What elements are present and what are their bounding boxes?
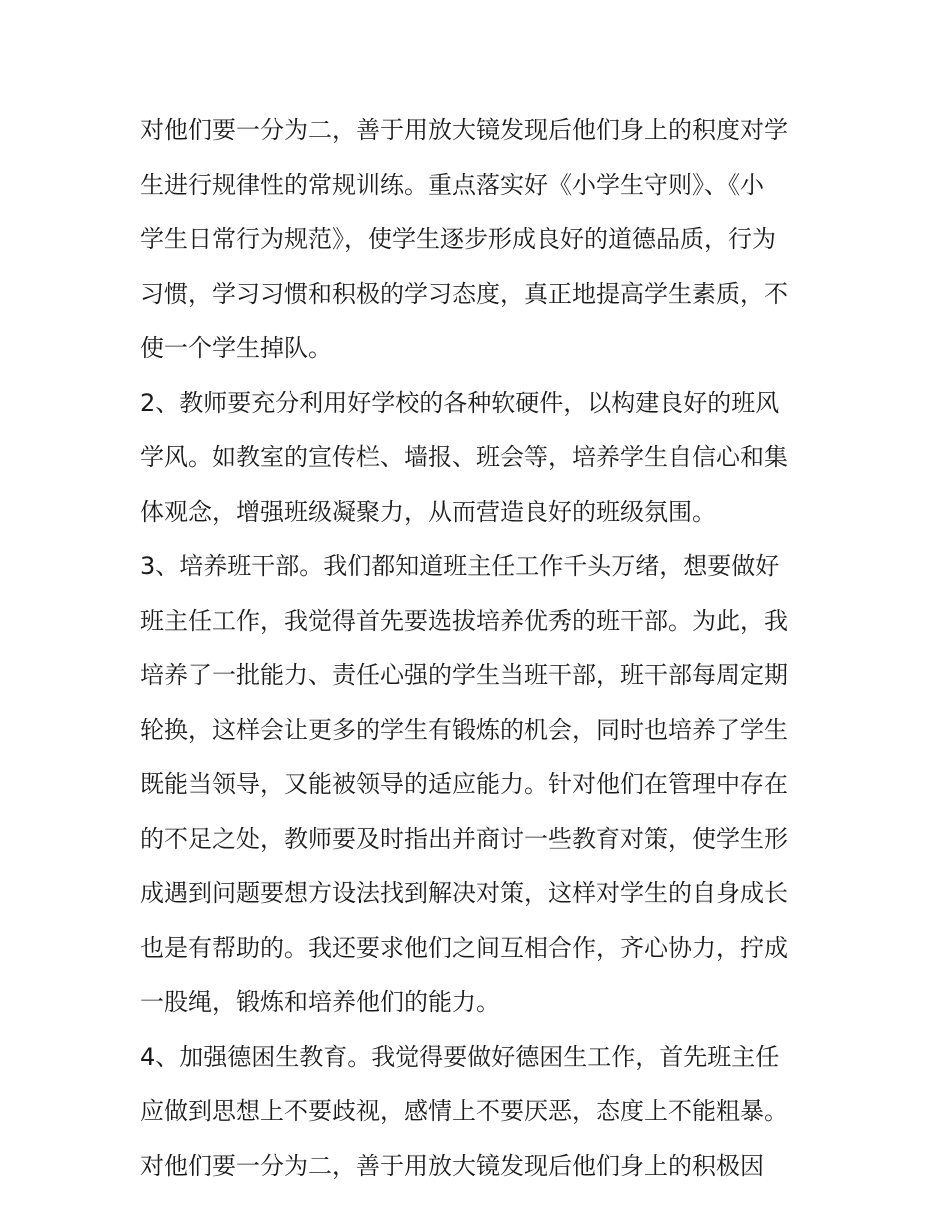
text-line: 一股绳，锻炼和培养他们的能力。: [140, 988, 500, 1016]
text-line: 也是有帮助的。我还要求他们之间互相合作，齐心协力，拧成: [140, 933, 788, 962]
text-line: 生进行规律性的常规训练。重点落实好《小学生守则》、《小: [140, 170, 764, 199]
text-line: 4、加强德困生教育。我觉得要做好德困生工作，首先班主任: [140, 1042, 780, 1071]
text-line: 对他们要一分为二，善于用放大镜发现后他们身上的积度对学: [140, 116, 788, 144]
text-line: 对他们要一分为二，善于用放大镜发现后他们身上的积极因: [140, 1151, 764, 1180]
text-line: 习惯，学习习惯和积极的学习态度，真正地提高学生素质，不: [140, 279, 788, 308]
text-line: 既能当领导，又能被领导的适应能力。针对他们在管理中存在: [140, 770, 788, 798]
text-line: 班主任工作，我觉得首先要选拔培养优秀的班干部。为此，我: [140, 606, 788, 635]
text-line: 学生日常行为规范》，使学生逐步形成良好的道德品质，行为: [140, 225, 776, 253]
body-text: [140, 103, 820, 1193]
text-line: 轮换，这样会让更多的学生有锻炼的机会，同时也培养了学生: [140, 715, 788, 744]
text-line: 成遇到问题要想方设法找到解决对策，这样对学生的自身成长: [140, 879, 788, 907]
text-line: 使一个学生掉队。: [140, 334, 332, 362]
text-line: 体观念，增强班级凝聚力，从而营造良好的班级氛围。: [140, 497, 716, 526]
text-line: 培养了一批能力、责任心强的学生当班干部，班干部每周定期: [140, 661, 788, 689]
text-line: 应做到思想上不要歧视，感情上不要厌恶，态度上不能粗暴。: [140, 1097, 788, 1125]
text-line: 学风。如教室的宣传栏、墙报、班会等，培养学生自信心和集: [140, 443, 788, 471]
text-line: 2、教师要充分利用好学校的各种软硬件，以构建良好的班风: [140, 388, 780, 417]
text-line: 的不足之处，教师要及时指出并商讨一些教育对策，使学生形: [140, 824, 788, 853]
text-line: 3、培养班干部。我们都知道班主任工作千头万绪，想要做好: [140, 552, 780, 580]
